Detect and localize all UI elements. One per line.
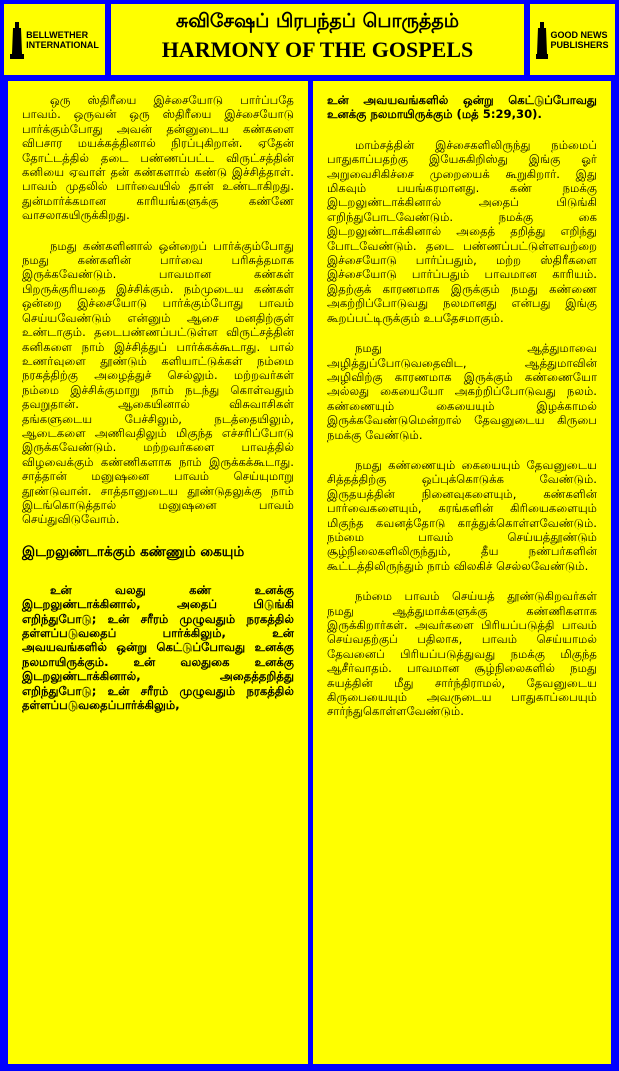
right-column [313, 81, 611, 1064]
left-logo-line2: INTERNATIONAL [26, 39, 99, 50]
paragraph: ஒரு ஸ்திரீயை இச்சையோடு பார்ப்பதே பாவம். ஒருவன் ஒரு ஸ்திரீயை இச்சையோடு பார்க்கும்போது அவன் தன்னுடைய கண்களை விபசார மயக்கத்தினால் நிரப்புகிறான். ஏதேன் தோட்டத்தில் தடை பண்ணப்பட்ட விருட்சத்தின் கனியை ஏவாள் தன் கண்களால் கண்டு இச்சித்தாள். பாவம் முதலில் பார்வையில் தான் உண்டாகிறது. துன்மார்க்கமான காரியங்களுக்கு கண்ணே வாசலாகயிருக்கிறது. [22, 93, 294, 223]
scripture-verse-end: உன் அவயவங்களில் ஒன்று கெட்டுப்போவது உனக்கு நலமாயிருக்கும் (மத் 5:29,30). [327, 93, 597, 122]
right-logo-line2: PUBLISHERS [550, 39, 609, 50]
tower-icon [10, 20, 24, 60]
title-banner [111, 4, 524, 75]
scripture-verse: உன் வலது கண் உனக்கு இடறலுண்டாக்கினால், அதைப் பிடுங்கி எறிந்துபோடு; உன் சரீரம் முழுவதும் நரகத்தில் தள்ளப்படுவதைப் பார்க்கிலும், உன் அவயவங்களில் ஒன்று கெட்டுப்போவது உனக்கு நலமாயிருக்கும். உன் வலதுகை உனக்கு இடறலுண்டாக்கினால், அதைத்தறித்து எறிந்துபோடு; உன் சரீரம் முழுவதும் நரகத்தில் தள்ளப்படுவதைப்பார்க்கிலும், [22, 582, 294, 713]
page-header [4, 4, 615, 75]
left-column [8, 81, 308, 1064]
paragraph: நமது கண்ணையும் கையையும் தேவனுடைய சித்தத்திற்கு ஒப்புக்கொடுக்க வேண்டும். இருதயத்தின் நினைவுகளையும், கண்களின் பார்வைகளையும், கரங்களின் கிரியைகளையும் மிகுந்த கவனத்தோடு காத்துக்கொள்ளவேண்டும். நம்மை பாவம் செய்யத்தூண்டும் சூழ்நிலைகளிலிருந்தும், தீய நண்பர்களின் கூட்டத்திலிருந்தும் நாம் விலகிச் செல்லவேண்டும். [327, 457, 597, 573]
section-heading: இடறலுண்டாக்கும் கண்ணும் கையும் [22, 543, 245, 560]
tower-icon [536, 20, 548, 60]
title-english: HARMONY OF THE GOSPELS [161, 37, 474, 62]
paragraph: நம்மை பாவம் செய்யத் தூண்டுகிறவர்கள் நமது ஆத்துமாக்களுக்கு கண்ணிகளாக இருக்கிறார்கள். அவர்களை பிரியப்படுத்தி பாவம் செய்வதற்குப் பதிலாக, பாவம் செய்யாமல் தேவனைப் பிரியப்படுத்துவது நமக்கு மிகுந்த ஆசீர்வாதம். பாவமான சூழ்நிலைகளில் நமது சுயத்தின் மீது சார்ந்திராமல், தேவனுடைய கிருபையையும் அவருடைய பாதுகாப்பையும் சார்ந்துகொள்ளவேண்டும். [327, 589, 597, 719]
right-logo-line1: GOOD NEWS [550, 29, 608, 40]
paragraph: மாம்சத்தின் இச்சைகளிலிருந்து நம்மைப் பாதுகாப்பதற்கு இயேசுகிறிஸ்து இங்கு ஓர் அறுவைசிகிச்சை முறையைக் கூறுகிறார். இது மிகவும் பயங்கரமானது. கண் நமக்கு இடறலுண்டாக்கினால் அதைப் பிடுங்கி எறிந்துபோடவேண்டும். நமக்கு கை இடறலுண்டாக்கினால் அதைத் தறித்து எறிந்து போடவேண்டும். தடை பண்ணப்பட்டுள்ளவற்றை இச்சையோடு பார்ப்பதும், மற்ற ஸ்திரீகளை இச்சையோடு பார்ப்பதும் பாவமான காரியம். இதற்குக் காரணமாக இருக்கும் நமது கண்ணை அகற்றிப்போடுவது நலமானது என்பது இங்கு கூறப்பட்டிருக்கும் உபதேசமாகும். [327, 137, 597, 325]
good-news-logo [530, 4, 615, 75]
paragraph: நமது ஆத்துமாவை அழித்துப்போடுவதைவிட, ஆத்துமாவின் அழிவிற்கு காரணமாக இருக்கும் கண்ணையோ அல்லது கையையோ அகற்றிப்போடுவது நலம். கண்ணையும் கையையும் இழக்காமல் இருக்கவேண்டுமென்றால் தேவனுடைய கிருபை நமக்கு வேண்டும். [327, 341, 597, 442]
bellwether-logo [4, 4, 105, 75]
paragraph: நமது கண்களினால் ஒன்றைப் பார்க்கும்போது நமது கண்களின் பார்வை பரிசுத்தமாக இருக்கவேண்டும். பாவமான கண்கள் பிறருக்குரியதை இச்சிக்கும். நம்முடைய கண்கள் ஒன்றை இச்சையோடு பார்க்கும்போது பாவம் செய்யவேண்டும் என்னும் ஆசை மனதிற்குள் உண்டாகும். தடைபண்ணப்பட்டுள்ள விருட்சத்தின் கனிகளை நாம் இச்சித்துப் பார்க்கக்கூடாது. பால் உணர்வுளை தூண்டும் களியாட்டுக்கள் நம்மை நரகத்திற்கு அழைத்துச் செல்லும். மற்றவர்கள் நம்மை இச்சிக்குமாறு நாம் நடந்து கொள்வதும் தவறுதான். ஆகையினால் விசுவாசிகள் தங்களுடைய பேச்சிலும், நடத்தையிலும், ஆடைகளை அணிவதிலும் மிகுந்த எச்சரிப்போடு இருக்கவேண்டும். மற்றவர்களை பாவத்தில் விழவைக்கும் கண்ணிகளாக நாம் இருக்கக்கூடாது. சாத்தான் மனுஷனை பாவம் செய்யுமாறு தூண்டுவான். சாத்தானுடைய தூண்டுதலுக்கு நாம் இடங்கொடுத்தால் மனுஷனை பாவம் செய்துவிடுவோம். [22, 238, 294, 527]
left-logo-line1: BELLWETHER [26, 29, 89, 40]
title-tamil: சுவிசேஷப் பிரபந்தப் பொருத்தம் [175, 10, 460, 32]
